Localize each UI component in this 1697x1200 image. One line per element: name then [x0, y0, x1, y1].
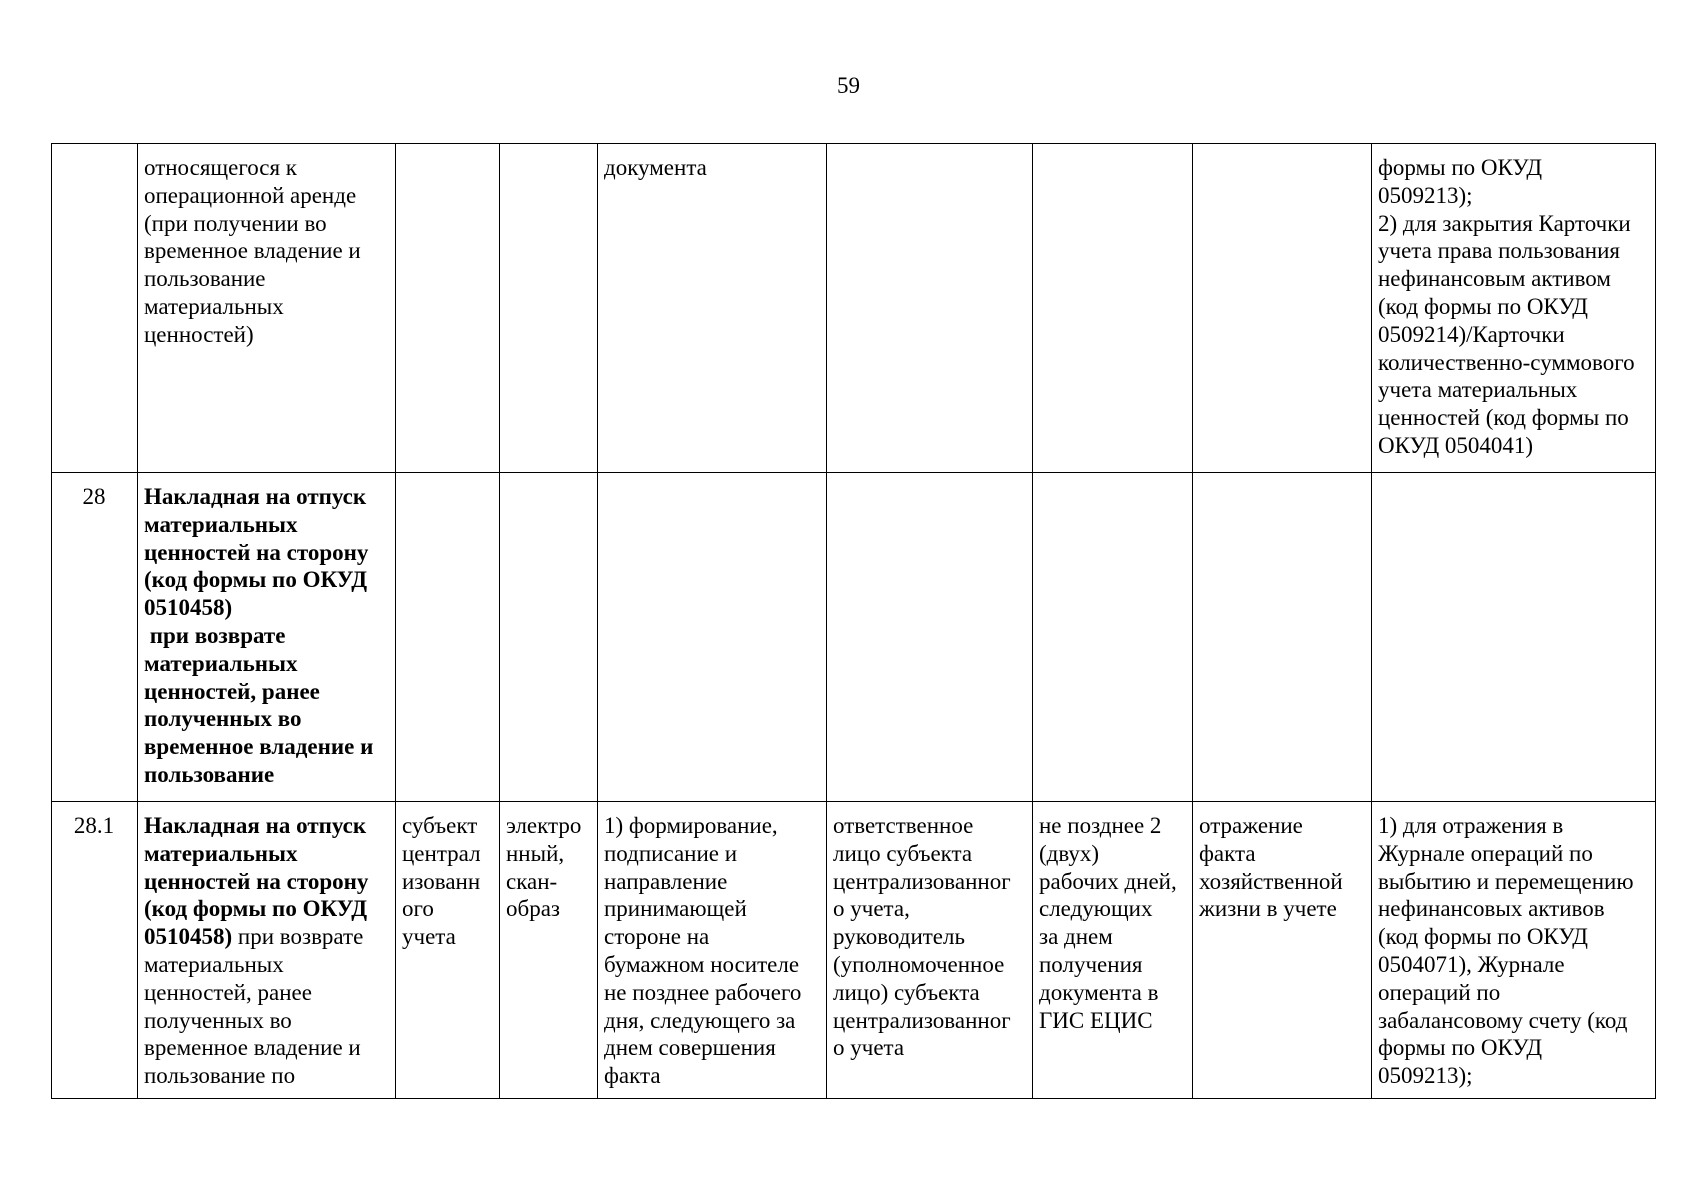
cell-text: относящегося к	[144, 155, 297, 180]
cell-text: принимающей	[604, 896, 747, 922]
cell-text: (код формы по ОКУД	[144, 567, 368, 593]
document-table	[51, 143, 1656, 1099]
cell-text: централизованног	[833, 1007, 1011, 1033]
cell-text: ценностей на сторону	[144, 868, 369, 894]
cell-text: временное владение и	[144, 734, 374, 760]
cell-text: получения	[1039, 951, 1143, 977]
cell-text: документа	[604, 155, 707, 180]
cell-text: (код формы по ОКУД	[1378, 924, 1588, 950]
cell-text: ОКУД 0504041)	[1378, 432, 1534, 458]
cell-text: скан-	[506, 868, 558, 894]
document-name-cell	[138, 473, 396, 802]
cell-text: централизованног	[833, 868, 1011, 894]
page-number: 59	[837, 73, 860, 98]
cell-text: 0510458)	[144, 595, 233, 621]
cell-text: временное владение и	[144, 238, 361, 264]
table-row	[52, 473, 1656, 802]
cell-text: материальных	[144, 650, 298, 676]
cell-text: материальных	[144, 951, 284, 977]
cell-text: о учета,	[833, 896, 910, 922]
document-name-cell	[138, 802, 396, 1099]
cell-text: отражение	[1199, 813, 1303, 838]
cell-text: полученных во	[144, 1007, 292, 1033]
table-row	[52, 802, 1656, 1099]
cell-text: учета	[402, 924, 456, 950]
cell-text: (код формы по ОКУД	[1378, 293, 1588, 319]
cell-text: ценностей на сторону	[144, 539, 369, 565]
usage-cell	[1372, 802, 1656, 1099]
cell-text-mixed	[144, 923, 388, 951]
deadline-cell	[1033, 802, 1193, 1099]
cell-text: дня, следующего за	[604, 1007, 796, 1033]
cell-text: пользование	[144, 761, 275, 787]
cell-text: учета права пользования	[1378, 238, 1620, 264]
deadline-cell	[1033, 144, 1193, 473]
cell-text: не позднее рабочего	[604, 979, 802, 1005]
cell-text: не позднее 2	[1039, 813, 1162, 838]
format-cell	[500, 473, 598, 802]
cell-text: учета материальных	[1378, 377, 1578, 403]
cell-text: ценностей)	[144, 321, 254, 347]
cell-text: Журнале операций по	[1378, 840, 1593, 866]
cell-text: операционной аренде	[144, 182, 357, 208]
cell-text: ответственное	[833, 813, 974, 838]
cell-text: изованн	[402, 868, 481, 894]
row-number-cell	[52, 144, 138, 473]
document-name-cell	[138, 144, 396, 473]
usage-cell	[1372, 473, 1656, 802]
row-number-cell: 28.1	[52, 802, 138, 1099]
procedure-cell	[598, 473, 827, 802]
cell-text: централ	[402, 840, 481, 866]
cell-text: о учета	[833, 1035, 905, 1061]
responsible-cell	[827, 802, 1033, 1099]
cell-text: количественно-суммового	[1378, 349, 1635, 375]
creator-cell	[396, 473, 500, 802]
table-row	[52, 144, 1656, 473]
procedure-cell	[598, 144, 827, 473]
responsible-cell	[827, 144, 1033, 473]
cell-text: руководитель	[833, 924, 965, 950]
procedure-cell	[598, 802, 827, 1099]
purpose-cell	[1193, 144, 1372, 473]
cell-text: полученных во	[144, 706, 302, 732]
row-number-cell: 28	[52, 473, 138, 802]
cell-text: при возврате	[144, 622, 286, 648]
cell-text: забалансовому счету (код	[1378, 1007, 1628, 1033]
cell-text-bold: 0510458)	[144, 924, 233, 950]
cell-text: 0509214)/Карточки	[1378, 321, 1565, 347]
cell-text: ценностей, ранее	[144, 678, 320, 704]
cell-text: ого	[402, 896, 434, 922]
deadline-cell	[1033, 473, 1193, 802]
cell-text: 1) для отражения в	[1378, 813, 1564, 838]
cell-text: субъект	[402, 813, 478, 838]
cell-text: стороне на	[604, 924, 710, 950]
cell-text: следующих	[1039, 896, 1153, 922]
cell-text: материальных	[144, 840, 298, 866]
cell-text: 1) формирование,	[604, 813, 778, 838]
cell-text: формы по ОКУД	[1378, 155, 1543, 180]
cell-text: материальных	[144, 293, 284, 319]
cell-text: факта	[1199, 840, 1256, 866]
cell-text: образ	[506, 896, 560, 922]
cell-text: пользование по	[144, 1063, 296, 1089]
cell-text: временное владение и	[144, 1035, 361, 1061]
cell-text: днем совершения	[604, 1035, 776, 1061]
cell-text: лицо субъекта	[833, 840, 973, 866]
cell-text: нефинансовым активом	[1378, 266, 1611, 292]
cell-text: документа в	[1039, 979, 1159, 1005]
cell-text: (двух)	[1039, 840, 1100, 866]
cell-text: лицо) субъекта	[833, 979, 980, 1005]
cell-text: материальных	[144, 511, 298, 537]
cell-text: рабочих дней,	[1039, 868, 1177, 894]
creator-cell	[396, 802, 500, 1099]
cell-text: бумажном носителе	[604, 951, 800, 977]
cell-text: жизни в учете	[1199, 896, 1337, 922]
cell-text: формы по ОКУД	[1378, 1035, 1543, 1061]
cell-text: 0509213);	[1378, 1063, 1473, 1089]
cell-text: Накладная на отпуск	[144, 484, 367, 509]
cell-text: (уполномоченное	[833, 951, 1005, 977]
cell-text: нный,	[506, 840, 565, 866]
cell-text: при возврате	[232, 924, 364, 950]
format-cell	[500, 144, 598, 473]
cell-text: операций по	[1378, 979, 1501, 1005]
cell-text: ценностей, ранее	[144, 979, 312, 1005]
cell-text: пользование	[144, 266, 266, 292]
purpose-cell	[1193, 473, 1372, 802]
cell-text: 2) для закрытия Карточки	[1378, 210, 1631, 236]
cell-text: Накладная на отпуск	[144, 813, 367, 838]
cell-text: ГИС ЕЦИС	[1039, 1007, 1153, 1033]
cell-text: (при получении во	[144, 210, 327, 236]
cell-text: подписание и	[604, 840, 738, 866]
creator-cell	[396, 144, 500, 473]
cell-text: направление	[604, 868, 728, 894]
usage-cell	[1372, 144, 1656, 473]
format-cell	[500, 802, 598, 1099]
cell-text: за днем	[1039, 924, 1113, 950]
cell-text: нефинансовых активов	[1378, 896, 1605, 922]
responsible-cell	[827, 473, 1033, 802]
cell-text: (код формы по ОКУД	[144, 896, 368, 922]
cell-text: ценностей (код формы по	[1378, 405, 1629, 431]
cell-text: электро	[506, 813, 582, 838]
cell-text: выбытию и перемещению	[1378, 868, 1634, 894]
cell-text: факта	[604, 1063, 661, 1089]
cell-text: хозяйственной	[1199, 868, 1343, 894]
cell-text: 0509213);	[1378, 182, 1473, 208]
purpose-cell	[1193, 802, 1372, 1099]
cell-text: 0504071), Журнале	[1378, 951, 1565, 977]
